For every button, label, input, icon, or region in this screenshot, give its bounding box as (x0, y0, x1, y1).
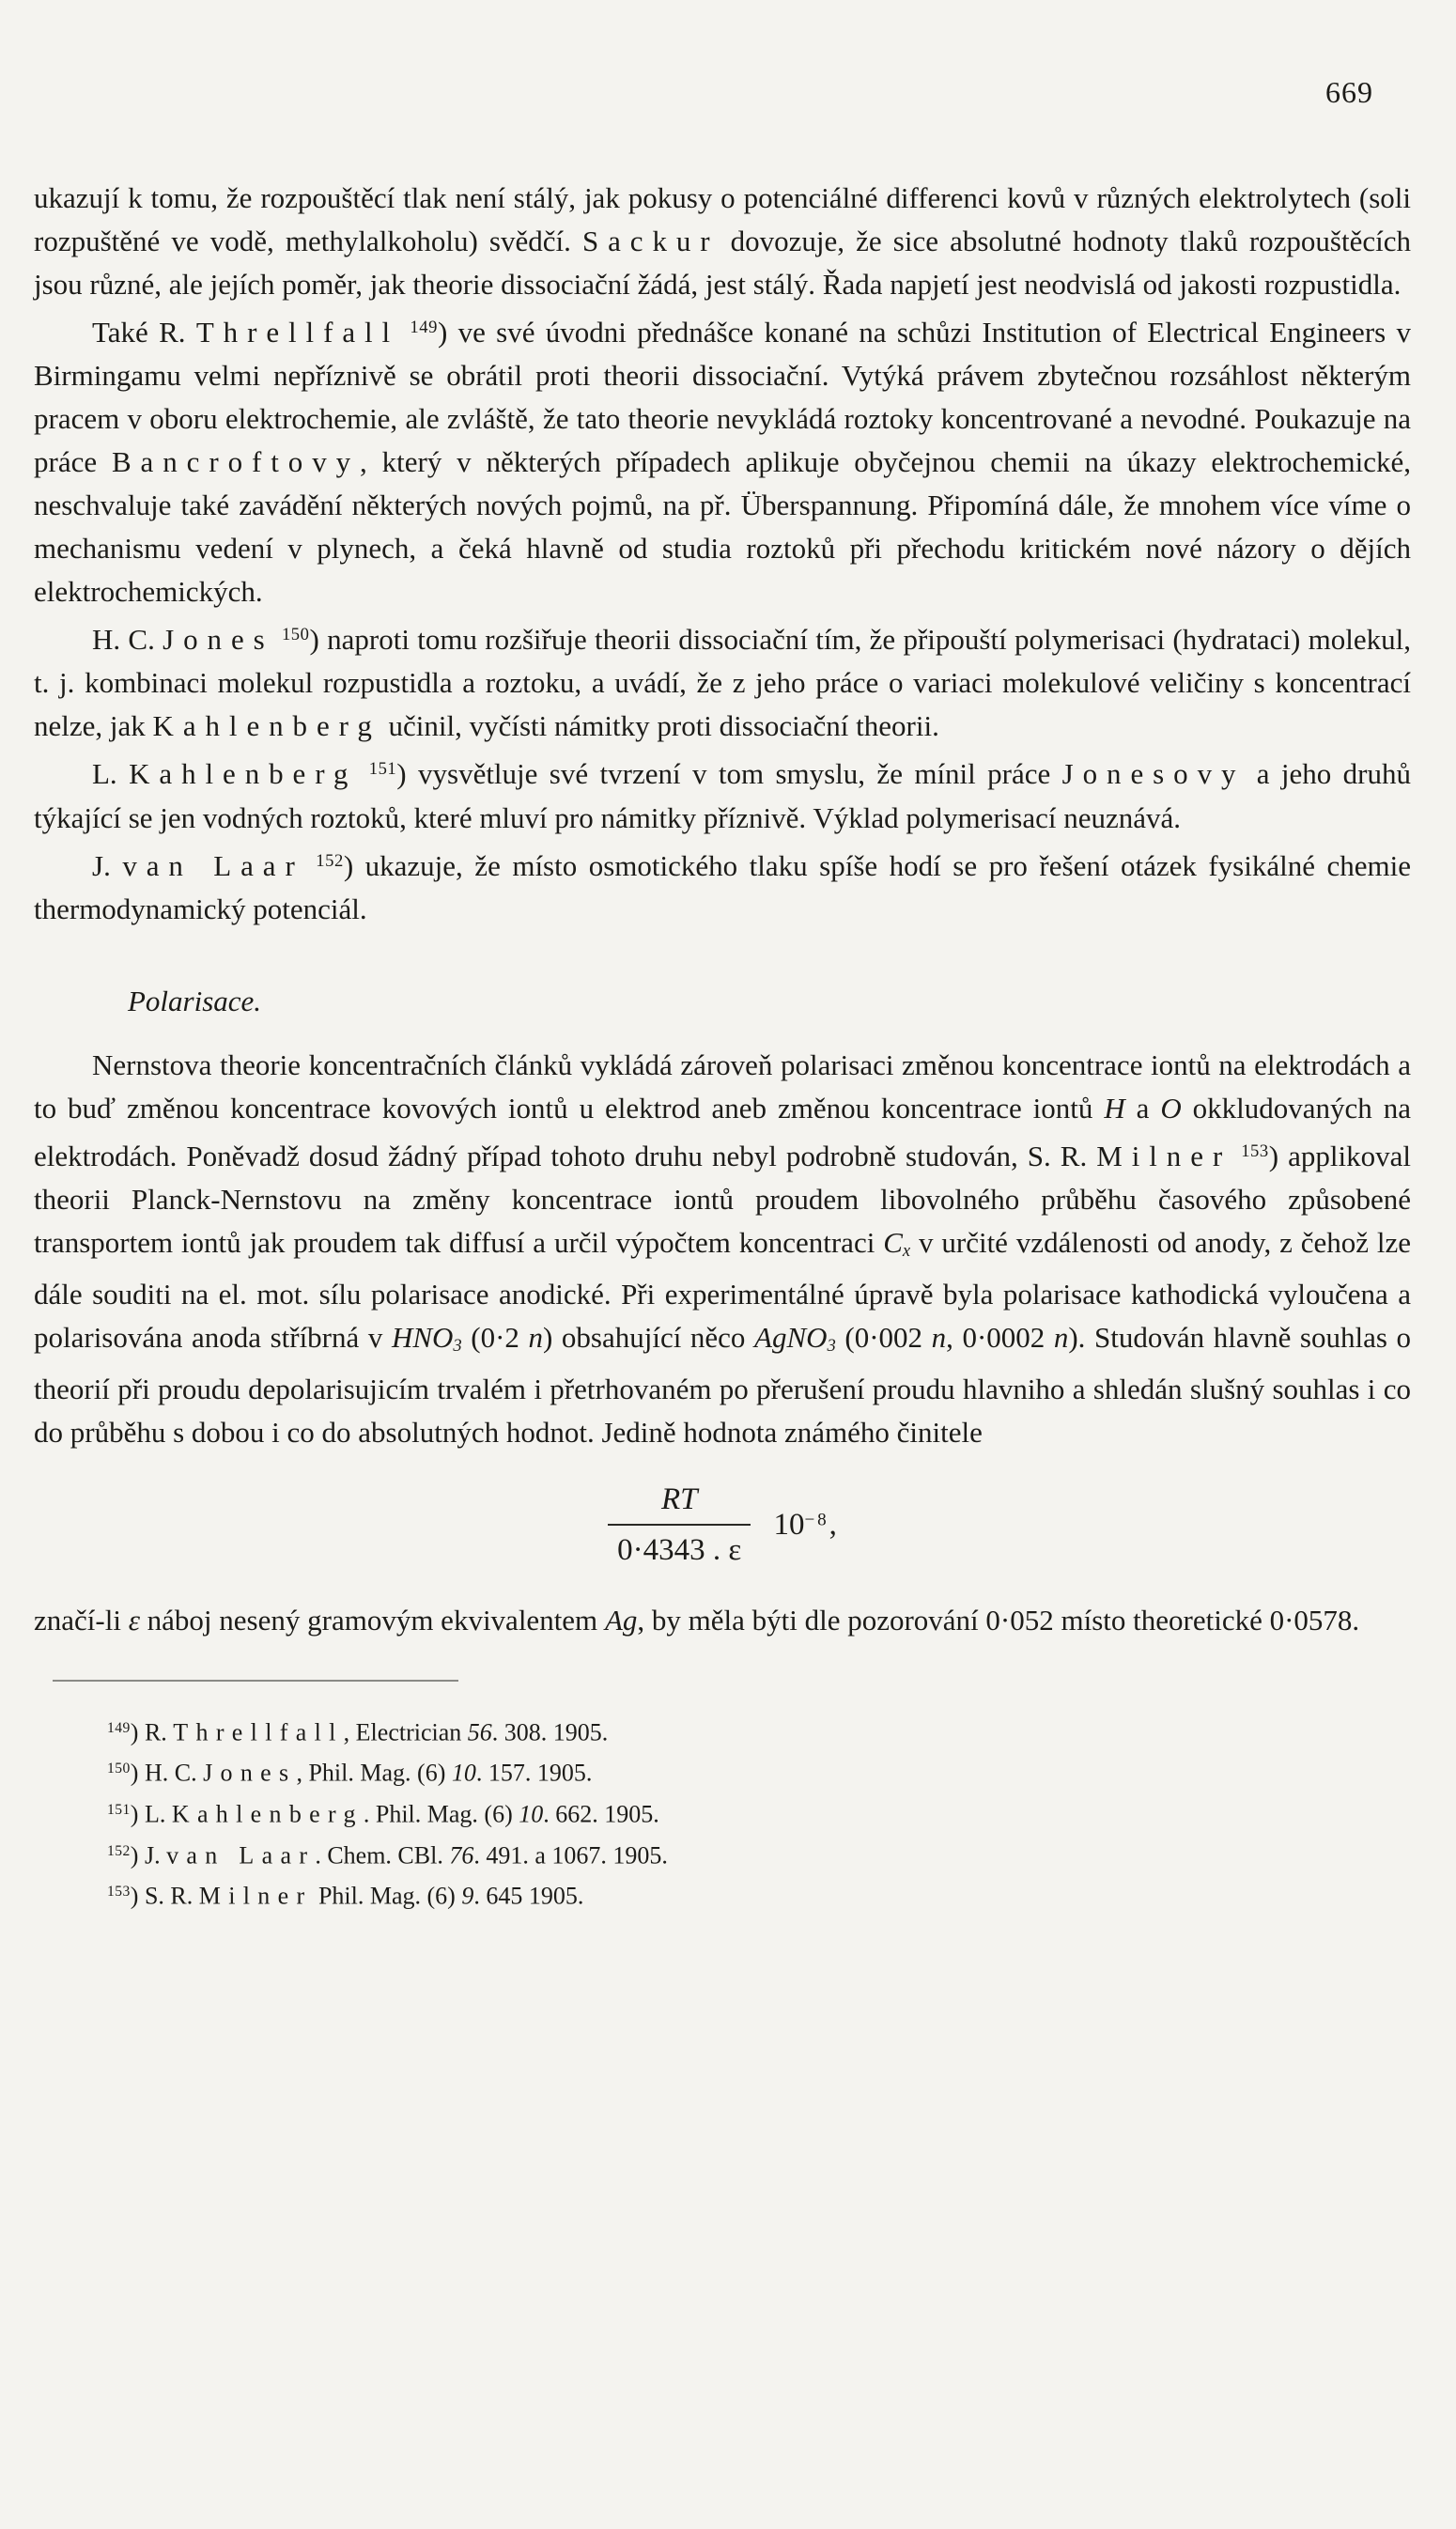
paragraph-van-laar (34, 840, 1418, 931)
text-run: C (883, 1226, 903, 1260)
text-run: dovozuje, že sice absolutné hodnoty tlaků rozpouštěcích jsou různé, ale jejích poměr, jak theorie dissociační žádá, jest stálý. Řada napjetí jest neodvislá od jakosti rozpustidla. (34, 225, 1418, 301)
text-run: ε (128, 1603, 140, 1637)
text-run: HNO (391, 1321, 454, 1355)
text-run: van Laar (122, 848, 304, 882)
footnote-152 (34, 1833, 1411, 1874)
text-run: Phil. Mag. (6) (312, 1882, 462, 1910)
fraction-denominator: 0·4343 . ε (608, 1524, 751, 1567)
footnote-ref: 153 (1241, 1140, 1269, 1161)
text-run: ) R. (130, 1718, 174, 1746)
footnote-ref: 152 (107, 1842, 131, 1859)
page-number: 669 (1325, 75, 1373, 109)
text-run: , který v některých případech aplikuje obyčejnou chemii na úkazy elektrochemické, neschvaluje také zavádění některých nových pojmů, na př. Überspannung. Připomíná dále, že mnohem více víme o mechanismu vedení v plynech, a čeká hlavně od studia roztoků při přechodu kritickém nové názory o dějích elektrochemických. (34, 445, 1418, 609)
power-base: 10 (773, 1507, 805, 1542)
footnote-153 (34, 1873, 1411, 1915)
text-run: ) naproti tomu rozšiřuje theorii dissociační tím, že připouští polymerisaci (hydrataci) molekul, t. j. kombinaci molekul rozpustidla a roztoku, a uvádí, že z jeho práce o variaci molekulové veličiny s koncentrací nelze, jak (34, 623, 1418, 743)
text-run: . 662. 1905. (543, 1800, 659, 1828)
text-run: , by měla býti dle pozorování 0·052 místo theoretické 0·0578. (637, 1603, 1360, 1637)
text-run: Jones (163, 623, 274, 657)
text-run: a jeho druhů týkající se jen vodných roztoků, které mluví pro námitky příznivě. Výklad polymerisací neuznává. (34, 757, 1418, 834)
text-run: n (931, 1321, 947, 1355)
text-run (399, 316, 410, 349)
text-run: x (902, 1241, 911, 1262)
footnote-149 (34, 1710, 1411, 1751)
text-run: J. (92, 848, 123, 882)
text-run: Threllfall (195, 316, 400, 349)
paragraph-kahlenberg (34, 748, 1418, 839)
text-run (304, 849, 317, 882)
text-run: Threllfall (173, 1718, 344, 1746)
text-run: AgNO (754, 1321, 828, 1355)
text-run: . 308. 1905. (491, 1718, 609, 1746)
text-run: (0·2 (461, 1321, 529, 1355)
text-run: Nernstova theorie koncentračních článků vykládá zároveň polarisaci změnou koncentrace iontů na elektrodách a to buď změnou koncentrace kovových iontů u elektrod aneb změnou koncentrace iontů (34, 1047, 1418, 1125)
text-run: (0·002 (835, 1321, 932, 1355)
paragraph-jones (34, 613, 1418, 748)
text-run: Milner (1096, 1140, 1232, 1173)
text-run: ) obsahující něco (543, 1321, 755, 1355)
text-run: ) J. (130, 1841, 167, 1870)
text-run: ) ve své úvodni přednášce konané na schůzi Institution of Electrical Engineers v Birmingamu velmi nepříznivě se obrátil proti theorii dissociační. Vytýká právem zbytečnou rozsáhlost některým pracem v oboru elektrochemie, ale zvláště, že tato theorie nevykládá roztoky koncentrované a nevodné. Poukazuje na práce (34, 316, 1418, 479)
formula-comma: , (829, 1507, 837, 1542)
text-run: 10 (519, 1800, 544, 1828)
text-run: . Chem. CBl. (315, 1841, 450, 1870)
text-run: ) vysvětluje své tvrzení v tom smyslu, že mínil práce (396, 757, 1062, 791)
fraction-numerator: RT (660, 1482, 698, 1517)
text-run: učinil, vyčísti námitky proti dissociační theorii. (380, 709, 939, 743)
text-run: Kahlenberg (129, 757, 358, 791)
text-run: Milner (198, 1882, 313, 1910)
paragraph-closing (34, 1599, 1411, 1642)
text-run: ). Studován hlavně souhlas o theorií při proudu depolarisujicím trvalém i přetrhovaném po přerušení proudu hlavniho a shledán slušný souhlas i co do průběhu s dobou i co do absolutných hodnot. Jedině hodnota známého činitele (34, 1321, 1418, 1450)
text-run: ) H. C. (130, 1760, 204, 1787)
text-run: Sackur (581, 225, 720, 257)
paragraph-threllfall (34, 306, 1418, 613)
footnote-ref: 149 (410, 318, 438, 337)
text-run: Jones (203, 1760, 297, 1787)
paragraph-polarisace (34, 1044, 1418, 1454)
power-exponent: −8 (804, 1510, 829, 1530)
text-run: , Phil. Mag. (6) (296, 1760, 452, 1787)
text-run: 56 (467, 1718, 492, 1746)
text-run: Také R. (92, 316, 196, 349)
text-run: ) applikoval theorii Planck-Nernstovu na změny koncentrace iontů proudem libovolného průběhu časového způsobené transportem iontů jak proudem tak diffusí a určil výpočtem koncentraci (34, 1140, 1418, 1260)
text-run: ) S. R. (130, 1882, 199, 1910)
footnote-ref: 150 (281, 625, 310, 645)
text-run: 10 (451, 1760, 476, 1787)
text-run: H (1104, 1091, 1125, 1125)
footnote-150 (34, 1750, 1411, 1792)
text-run: . 491. a 1067. 1905. (473, 1841, 668, 1870)
text-run: Ag (604, 1603, 638, 1637)
formula (34, 1482, 1411, 1567)
text-run: ukazují k tomu, že rozpouštěcí tlak není stálý, jak pokusy o potenciálné differenci kovů v různých elektrolytech (soli rozpuštěné ve vodě, methylalkoholu) svědčí. (34, 181, 1418, 257)
fraction (608, 1482, 751, 1567)
text-run: L. (92, 757, 130, 791)
text-run: n (1053, 1321, 1069, 1355)
text-run: , Electrician (343, 1718, 468, 1746)
text-run (274, 623, 282, 656)
footnote-151 (34, 1792, 1411, 1833)
text-run: , 0·0002 (946, 1321, 1054, 1355)
paragraph-continuation (34, 177, 1418, 306)
text-run: O (1160, 1091, 1182, 1125)
text-run: Kahlenberg (152, 709, 381, 743)
text-run: v určité vzdálenosti od anody, z čehož lze dále souditi na el. mot. sílu polarisace anodické. Při experimentálné úpravě byla polarisace kathodická vyloučena a polarisována anoda stříbrná v (34, 1226, 1418, 1355)
text-run: 3 (453, 1336, 462, 1357)
text-run: ) L. (130, 1800, 172, 1828)
text-run: . 157. 1905. (475, 1760, 593, 1787)
text-run: 76 (449, 1841, 474, 1870)
footnote-ref: 153 (107, 1884, 131, 1901)
text-run: okkludovaných na elektrodách. Poněvadž dosud žádný případ tohoto druhu nebyl podrobně studován, S. R. (34, 1091, 1418, 1173)
text-run: 3 (827, 1336, 836, 1357)
footnote-rule (53, 1680, 458, 1682)
text-run: 9 (461, 1882, 474, 1910)
text-run: a (1124, 1091, 1161, 1125)
text-run (1231, 1140, 1241, 1172)
text-run: van Laar (166, 1841, 316, 1870)
body-text (34, 177, 1418, 1915)
footnote-ref: 151 (107, 1802, 131, 1818)
power-term (774, 1508, 829, 1542)
text-run: n (528, 1321, 543, 1355)
footnote-ref: 151 (368, 759, 397, 780)
text-run: H. C. (92, 623, 163, 657)
text-run: náboj nesený gramovým ekvivalentem (139, 1603, 605, 1637)
text-run: . Phil. Mag. (6) (363, 1800, 519, 1828)
text-run: značí-li (34, 1603, 129, 1637)
section-heading: Polarisace. (128, 984, 262, 1017)
text-run: . 645 1905. (473, 1882, 584, 1910)
footnotes (34, 1710, 1411, 1915)
footnote-ref: 149 (107, 1719, 131, 1736)
footnote-ref: 150 (107, 1761, 131, 1777)
text-run: Bancroftovy (111, 445, 361, 479)
footnote-ref: 152 (316, 850, 344, 871)
text-run: ) ukazuje, že místo osmotického tlaku spíše hodí se pro řešení otázek fysikálné chemie thermodynamický potenciál. (34, 848, 1418, 925)
text-run: Kahlenberg (171, 1800, 364, 1828)
text-run: Jonesovy (1061, 757, 1246, 791)
text-run (357, 758, 368, 791)
